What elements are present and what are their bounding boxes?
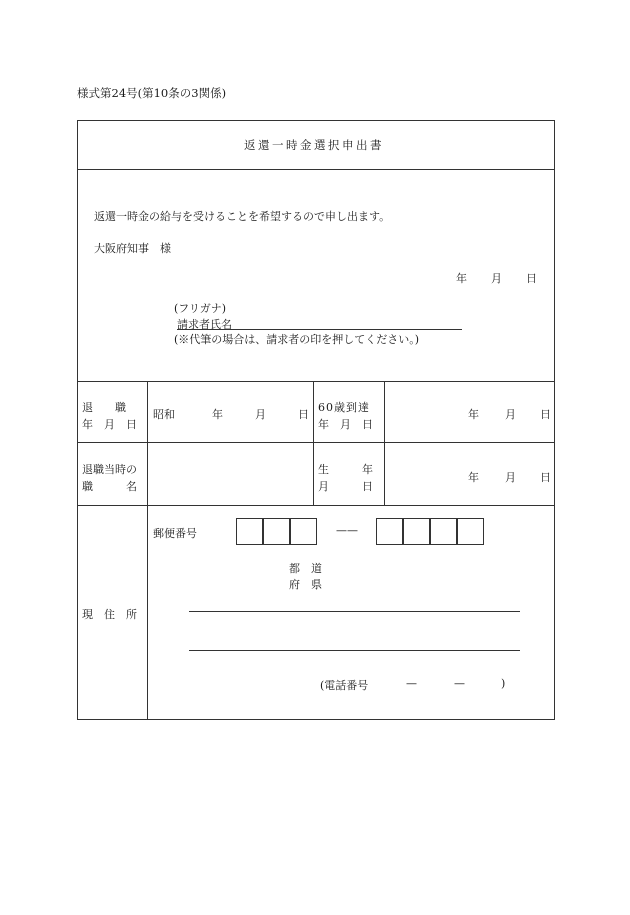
phone-dash-2: — [454, 677, 465, 690]
form-title: 返還一時金選択申出書 [244, 138, 384, 152]
applicant-name-label: 請求者氏名 [177, 318, 232, 331]
addressee: 大阪府知事 様 [94, 242, 171, 255]
age60-month-label: 月 [505, 408, 516, 421]
proxy-note: (※代筆の場合は、請求者の印を押してください。) [174, 333, 420, 346]
address-label: 現 住 所 [82, 608, 137, 621]
retirement-year-label: 年 [212, 408, 223, 421]
divider-mid-column [313, 381, 314, 505]
retirement-date-label-top: 退 職 [82, 401, 126, 414]
postal-code-label: 郵便番号 [153, 527, 197, 540]
retirement-month-label: 月 [255, 408, 266, 421]
form-number: 様式第24号(第10条の3関係) [77, 86, 227, 100]
divider-right-column [384, 381, 385, 505]
prefecture-label-top: 都 道 [289, 562, 322, 575]
birth-month-label: 月 [505, 471, 516, 484]
applicant-name-field[interactable] [177, 329, 462, 330]
phone-close-paren: ) [501, 677, 506, 690]
age60-year-label: 年 [468, 408, 479, 421]
submission-month-label: 月 [491, 272, 502, 285]
birth-date-label-top: 生 年 [318, 463, 373, 476]
position-label-bottom: 職 名 [82, 480, 137, 493]
address-line-2[interactable] [189, 650, 520, 651]
postal-digit-box[interactable] [263, 518, 290, 545]
divider-row1 [77, 442, 555, 443]
phone-dash-1: — [406, 677, 417, 690]
address-line-1[interactable] [189, 611, 520, 612]
postal-digit-box[interactable] [430, 518, 457, 545]
retirement-date-label-bottom: 年 月 日 [82, 418, 137, 431]
birth-date-label-bottom: 月 日 [318, 480, 373, 493]
submission-day-label: 日 [526, 272, 537, 285]
position-label-top: 退職当時の [82, 463, 137, 476]
age60-date-label-top: 60歳到達 [318, 401, 370, 414]
age60-date-label-bottom: 年 月 日 [318, 418, 373, 431]
birth-day-label: 日 [540, 471, 551, 484]
divider-row2 [77, 505, 555, 506]
divider-title [77, 169, 555, 170]
postal-digit-box[interactable] [236, 518, 263, 545]
age60-day-label: 日 [540, 408, 551, 421]
declaration-text: 返還一時金の給与を受けることを希望するので申し出ます。 [94, 210, 391, 223]
retirement-era-label: 昭和 [153, 408, 175, 421]
prefecture-label-bottom: 府 県 [289, 578, 322, 591]
divider-label-column [147, 381, 148, 720]
postal-digit-box[interactable] [290, 518, 317, 545]
phone-label: (電話番号 [320, 679, 369, 692]
postal-digit-box[interactable] [376, 518, 403, 545]
birth-year-label: 年 [468, 471, 479, 484]
furigana-label: (フリガナ) [174, 302, 227, 315]
retirement-day-label: 日 [298, 408, 309, 421]
submission-year-label: 年 [456, 272, 467, 285]
postal-digit-box[interactable] [403, 518, 430, 545]
divider-body [77, 381, 555, 382]
postal-digit-box[interactable] [457, 518, 484, 545]
postal-code-dash: —— [336, 524, 358, 537]
